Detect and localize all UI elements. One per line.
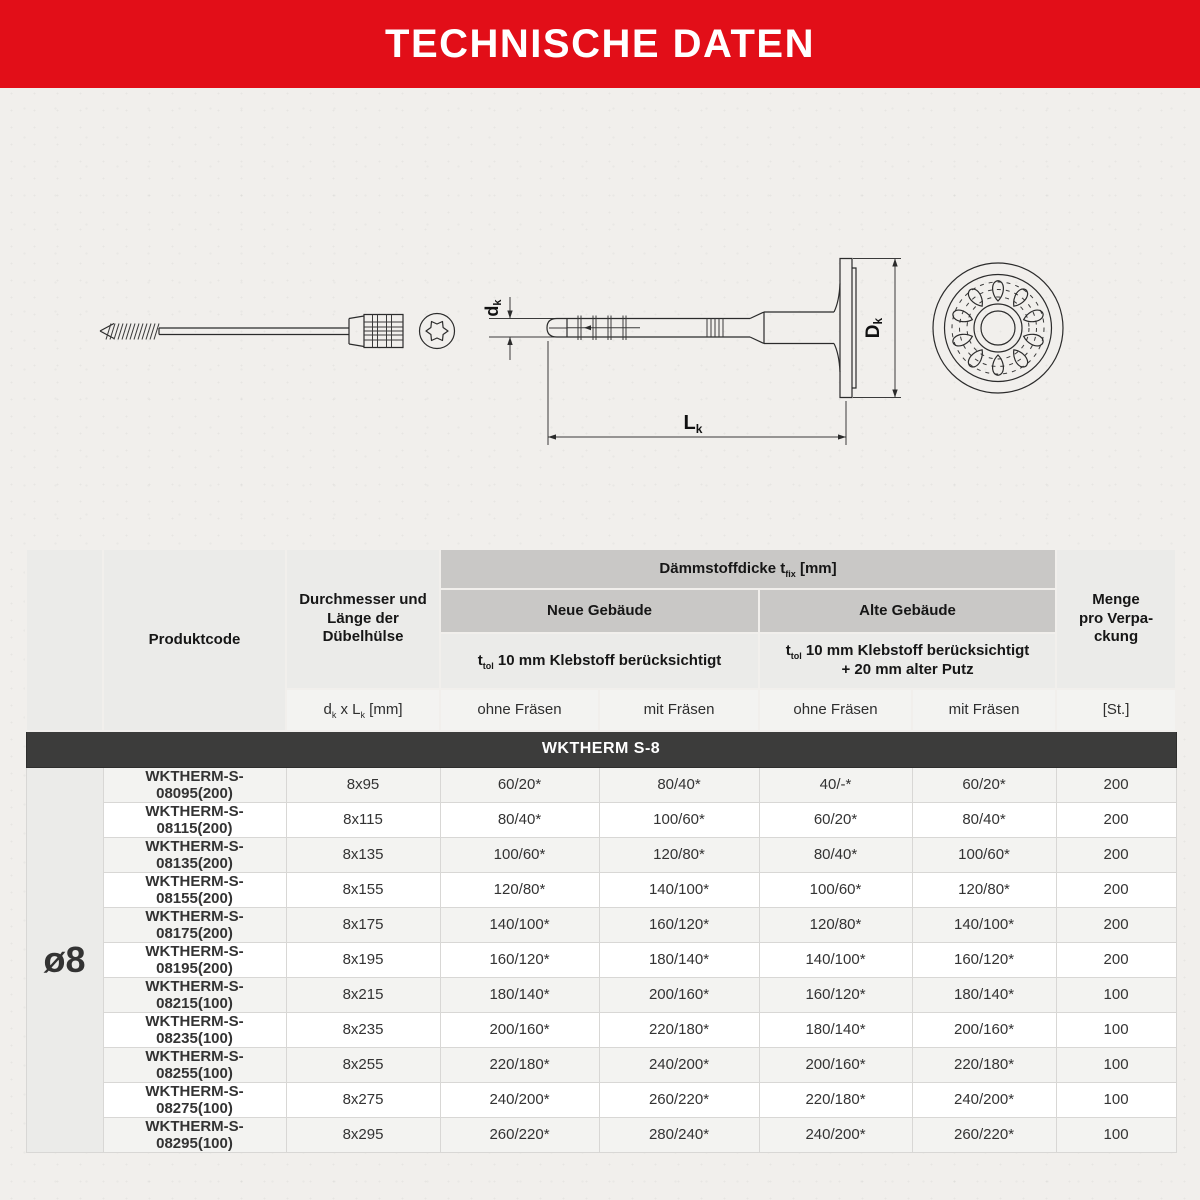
- header-mit-fraesen-alte: mit Fräsen: [912, 689, 1056, 731]
- header-neue-gebaeude: Neue Gebäude: [440, 589, 759, 633]
- technical-drawing: [60, 235, 1120, 460]
- screw-side-drawing: [100, 315, 403, 348]
- table-row: WKTHERM-S-08195(200) 8x195 160/120* 180/140* 140/100* 160/120* 200: [26, 942, 1176, 977]
- table-row: WKTHERM-S-08155(200) 8x155 120/80* 140/100* 100/60* 120/80* 200: [26, 872, 1176, 907]
- table-row: WKTHERM-S-08215(100) 8x215 180/140* 200/160* 160/120* 180/140* 100: [26, 977, 1176, 1012]
- header-ttol-neue: $t_{tol}$ 10 mm Klebstoff berücksichtigt: [440, 633, 759, 689]
- dowel-side-drawing: [482, 259, 901, 446]
- header-ttol-alte: $t_{tol}$ 10 mm Klebstoff berücksichtigt + 20 mm alter Putz: [759, 633, 1056, 689]
- diameter-label: ø8: [26, 767, 103, 1152]
- table-row: WKTHERM-S-08295(100) 8x295 260/220* 280/240* 240/200* 260/220* 100: [26, 1117, 1176, 1152]
- torx-head-drawing: [420, 314, 455, 349]
- header-ohne-fraesen-neue: ohne Fräsen: [440, 689, 599, 731]
- header-durchmesser: Durchmesser und Länge der Dübelhülse: [286, 549, 440, 689]
- table-row: WKTHERM-S-08115(200) 8x115 80/40* 100/60* 60/20* 80/40* 200: [26, 802, 1176, 837]
- header-st-unit: [St.]: [1056, 689, 1176, 731]
- table-row: WKTHERM-S-08135(200) 8x135 100/60* 120/80* 80/40* 100/60* 200: [26, 837, 1176, 872]
- technical-data-table: [25, 548, 1177, 1153]
- group-band: [26, 731, 1176, 767]
- header-ohne-fraesen-alte: ohne Fräsen: [759, 689, 912, 731]
- header-daemmstoffdicke: Dämmstoffdicke $t_{fix}$ [mm]: [440, 549, 1056, 589]
- table-row: WKTHERM-S-08255(100) 8x255 220/180* 240/200* 200/160* 220/180* 100: [26, 1047, 1176, 1082]
- header-mit-fraesen-neue: mit Fräsen: [599, 689, 759, 731]
- corner-cell: [26, 549, 103, 731]
- title-banner: [0, 0, 1200, 88]
- plate-front-drawing: [933, 263, 1063, 393]
- table-row: WKTHERM-S-08235(100) 8x235 200/160* 220/180* 180/140* 200/160* 100: [26, 1012, 1176, 1047]
- dimension-label-Lk: $L_k$: [683, 412, 703, 436]
- table-row: WKTHERM-S-08175(200) 8x175 140/100* 160/120* 120/80* 140/100* 200: [26, 907, 1176, 942]
- dimension-label-dk: dk: [482, 299, 504, 317]
- header-alte-gebaeude: Alte Gebäude: [759, 589, 1056, 633]
- table-row: ø8 WKTHERM-S-08095(200) 8x95 60/20* 80/40* 40/-* 60/20* 200: [26, 767, 1176, 802]
- header-dk-lk: $d_k$ x $L_k$ [mm]: [286, 689, 440, 731]
- page-title: TECHNISCHE DATEN: [385, 21, 815, 66]
- group-label: WKTHERM S-8: [26, 731, 1176, 767]
- header-menge: Menge pro Verpa- ckung: [1056, 549, 1176, 689]
- table-row: WKTHERM-S-08275(100) 8x275 240/200* 260/220* 220/180* 240/200* 100: [26, 1082, 1176, 1117]
- dimension-label-Dk: Dk: [863, 317, 885, 339]
- header-produktcode: Produktcode: [103, 549, 286, 731]
